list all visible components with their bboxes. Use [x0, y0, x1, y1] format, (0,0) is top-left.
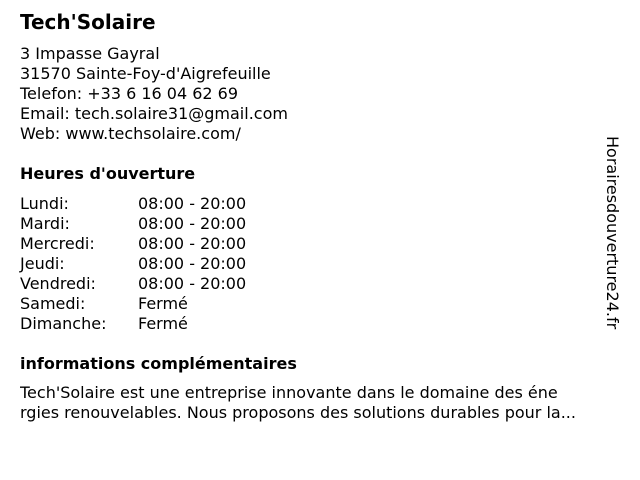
day-hours: Fermé — [138, 294, 188, 313]
contact-block — [20, 44, 288, 144]
description-line: rgies renouvelables. Nous proposons des solutions durables pour la... — [20, 403, 576, 422]
day-label: Mardi: — [20, 214, 70, 233]
address-street: 3 Impasse Gayral — [20, 44, 160, 63]
business-description — [20, 383, 630, 423]
business-name: Tech'Solaire — [20, 10, 156, 34]
day-label: Dimanche: — [20, 314, 107, 333]
day-hours: 08:00 - 20:00 — [138, 274, 247, 293]
email-address: Email: tech.solaire31@gmail.com — [20, 104, 288, 123]
day-hours: 08:00 - 20:00 — [138, 194, 247, 213]
website-url: Web: www.techsolaire.com/ — [20, 124, 241, 143]
day-label: Samedi: — [20, 294, 86, 313]
phone-number: Telefon: +33 6 16 04 62 69 — [20, 84, 239, 103]
day-label: Vendredi: — [20, 274, 96, 293]
hours-row-sunday — [20, 314, 280, 334]
opening-hours-table — [20, 194, 280, 334]
day-hours: 08:00 - 20:00 — [138, 214, 247, 233]
opening-hours-heading: Heures d'ouverture — [20, 164, 196, 183]
day-label: Lundi: — [20, 194, 69, 213]
hours-row-thursday — [20, 254, 280, 274]
day-label: Jeudi: — [20, 254, 65, 273]
day-label: Mercredi: — [20, 234, 95, 253]
day-hours: 08:00 - 20:00 — [138, 234, 247, 253]
additional-info-heading: informations complémentaires — [20, 354, 297, 373]
day-hours: 08:00 - 20:00 — [138, 254, 247, 273]
description-line: Tech'Solaire est une entreprise innovante dans le domaine des éne — [20, 383, 558, 402]
hours-row-monday — [20, 194, 280, 214]
address-city: 31570 Sainte-Foy-d'Aigrefeuille — [20, 64, 271, 83]
hours-row-friday — [20, 274, 280, 294]
site-watermark: Horairesdouverture24.fr — [603, 136, 622, 330]
hours-row-tuesday — [20, 214, 280, 234]
hours-row-wednesday — [20, 234, 280, 254]
day-hours: Fermé — [138, 314, 188, 333]
hours-row-saturday — [20, 294, 280, 314]
